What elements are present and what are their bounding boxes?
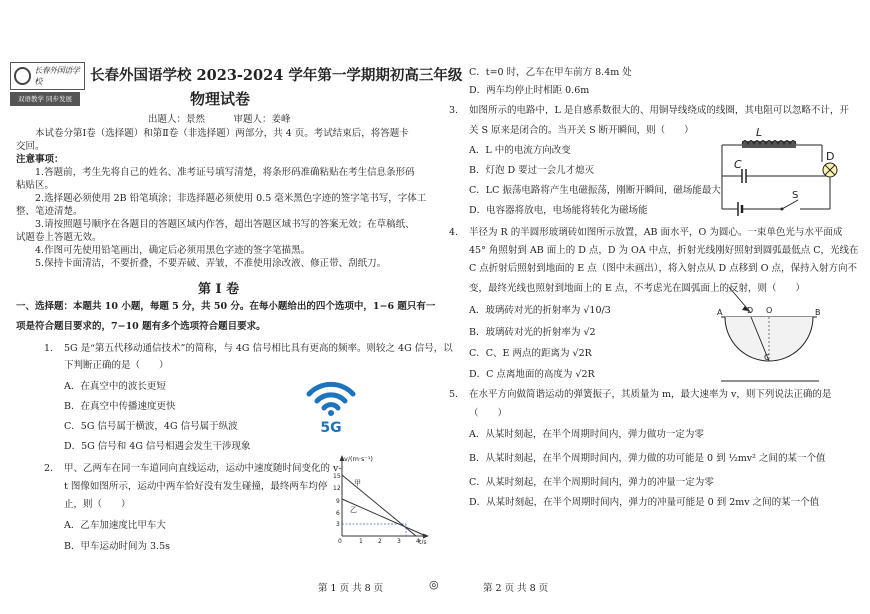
vt-x-tick: 2 <box>378 538 382 544</box>
q4-option-a: A．玻璃砖对光的折射率为 √10/3 <box>469 305 611 316</box>
q3-option-a: A．L 中的电流方向改变 <box>469 145 571 156</box>
circuit-label: D <box>826 150 835 163</box>
exam-authors: 出题人：景然 审题人：姜峰 <box>148 114 291 125</box>
section-title: 第 Ⅰ 卷 <box>198 282 240 297</box>
school-seal-icon <box>14 67 31 85</box>
q3-option-d: D．电容器将放电，电场能将转化为磁场能 <box>469 205 648 216</box>
q5-option-d: D．从某时刻起，在半个周期时间内，弹力的冲量可能是 0 到 2mv 之间的某一个值 <box>469 497 820 508</box>
q3-number: 3. <box>449 105 459 116</box>
semicircle-label: A <box>717 308 723 317</box>
q2-option-b: B．甲车运动时间为 3.5s <box>64 541 170 552</box>
note-line: 2.选择题必须使用 2B 铅笔填涂；非选择题必须使用 0.5 毫米黑色字迹的签字笔书写，字体工 <box>35 193 427 204</box>
q2-stem: t 图像如图所示，运动中两车恰好没有发生碰撞，最终两车均停 <box>64 481 328 492</box>
q2-option-c: C．t=0 时，乙车在甲车前方 8.4m 处 <box>469 67 632 78</box>
semicircle-diagram <box>715 285 825 385</box>
q4-option-c: C．C、E 两点的距离为 √2R <box>469 348 592 359</box>
q1-option-d: D．5G 信号和 4G 信号相遇会发生干涉现象 <box>64 441 251 452</box>
vt-line-label: 甲 <box>354 479 361 487</box>
q1-option-a: A．在真空中的波长更短 <box>64 381 166 392</box>
q4-option-d: D．C 点离地面的高度为 √2R <box>469 369 595 380</box>
note-line: 试题卷上答题无效。 <box>16 232 102 243</box>
q5-option-b: B．从某时刻起，在半个周期时间内，弹力做的功可能是 0 到 ½mv² 之间的某一个值 <box>469 453 826 464</box>
circuit-diagram <box>720 124 840 216</box>
note-line: 1.答题前，考生先将自己的姓名、准考证号填写清楚，将条形码准确粘贴在考生信息条形码 <box>35 167 415 178</box>
note-line: 粘贴区。 <box>16 180 55 191</box>
vt-x-tick: 3 <box>397 538 401 544</box>
q2-stem: 甲、乙两车在同一车道同向直线运动，运动中速度随时间变化的 v- <box>64 463 342 474</box>
q1-stem: 5G 是“第五代移动通信技术”的简称，与 4G 信号相比具有更高的频率。则较之 4G 信号，以 <box>64 343 453 354</box>
semicircle-label: C <box>764 353 770 362</box>
wifi-5g-label: 5G <box>320 420 342 436</box>
semicircle-label: O <box>766 306 773 315</box>
q3-stem: 如图所示的电路中，L 是自感系数很大的、用铜导线绕成的线圈，其电阻可以忽略不计，开 <box>469 105 849 116</box>
note-line: 4.作图可先使用铅笔画出，确定后必须用黑色字迹的签字笔描黑。 <box>35 245 311 256</box>
notes-title: 注意事项： <box>16 154 64 165</box>
circuit-label: S <box>792 190 799 201</box>
q5-stem: 在水平方向做简谐运动的弹簧振子，其质量为 m，最大速率为 v，则下列说法正确的是 <box>469 389 832 400</box>
q4-option-b: B．玻璃砖对光的折射率为 √2 <box>469 327 596 338</box>
center-mark: ◎ <box>429 578 439 591</box>
q5-option-c: C．从某时刻起，在半个周期时间内，弹力的冲量一定为零 <box>469 477 714 488</box>
q5-stem: （ ） <box>469 408 508 419</box>
q3-stem: 关 S 原来是闭合的。当开关 S 断开瞬间，则（ ） <box>469 125 694 136</box>
circuit-label: C <box>734 158 742 171</box>
school-logo-script: 长春外国语学校 <box>34 66 80 86</box>
vt-y-tick: 9 <box>336 498 340 505</box>
vt-x-tick: 4 <box>416 538 420 544</box>
q4-stem: 45° 角照射到 AB 面上的 D 点，D 为 OA 中点，折射光线刚好照射到圆弧最低点 C，光线在 <box>469 245 859 256</box>
note-line: 5.保持卡面清洁，不要折叠，不要弄破、弄皱，不准使用涂改液、修正带、刮纸刀。 <box>35 258 387 269</box>
q2-stem: 止，则（ ） <box>64 499 131 510</box>
school-logo-tagline: 双语教学 同步发展 <box>10 92 80 106</box>
q2-number: 2. <box>44 463 54 474</box>
choice-intro-2: 项是符合题目要求的，7−10 题有多个选项符合题目要求。 <box>16 321 266 332</box>
intro-line-1: 本试卷分第Ⅰ卷（选择题）和第Ⅱ卷（非选择题）两部分，共 4 页。考试结束后，将答题卡 <box>35 128 409 139</box>
right-page <box>435 0 870 614</box>
q1-stem: 下判断正确的是（ ） <box>64 360 169 371</box>
circuit-label: L <box>756 126 763 139</box>
exam-subtitle: 物理试卷 <box>190 90 251 108</box>
choice-intro-1: 一、选择题：本题共 10 小题，每题 5 分，共 50 分。在每小题给出的四个选项中，1−6 题只有一 <box>16 301 436 312</box>
q2-option-d: D．两车均停止时相距 0.6m <box>469 85 590 96</box>
intro-line-2: 交回。 <box>16 141 45 152</box>
q5-number: 5. <box>449 389 459 400</box>
q4-number: 4. <box>449 227 459 238</box>
semicircle-label: D <box>747 306 754 315</box>
q3-option-c: C．LC 振荡电路将产生电磁振荡，刚断开瞬间，磁场能最大 <box>469 185 721 196</box>
vt-x-tick: 0 <box>338 538 342 544</box>
vt-graph <box>320 452 432 544</box>
page-footer-right: 第 2 页 共 8 页 <box>483 583 549 594</box>
q2-option-a: A．乙车加速度比甲车大 <box>64 520 166 531</box>
wifi-5g-icon <box>303 376 359 436</box>
school-logo <box>10 62 85 90</box>
q1-number: 1. <box>44 343 54 354</box>
vt-x-axis-label: t/s <box>419 539 427 544</box>
vt-y-tick: 12 <box>333 485 341 492</box>
q4-stem: 半径为 R 的半圆形玻璃砖如图所示放置，AB 面水平，O 为圆心。一束单色光与水平面成 <box>469 227 843 238</box>
q5-option-a: A．从某时刻起，在半个周期时间内，弹力做功一定为零 <box>469 429 704 440</box>
vt-y-tick: 15 <box>333 473 341 480</box>
vt-line-yi <box>342 499 426 536</box>
note-line: 整、笔迹清楚。 <box>16 206 83 217</box>
vt-line-label: 乙 <box>350 506 357 514</box>
q4-stem: C 点折射后照射到地面的 E 点（图中未画出），将入射点从 D 点移到 O 点，保持入射方向不 <box>469 263 857 274</box>
q4-stem: 变，最终光线也照射到地面上的 E 点，不考虑光在圆弧面上的反射，则（ ） <box>469 283 805 294</box>
note-line: 3.请按照题号顺序在各题目的答题区域内作答，超出答题区域书写的答案无效；在草稿纸、 <box>35 219 415 230</box>
vt-y-axis-label: v/(m·s⁻¹) <box>344 455 373 463</box>
page-footer-left: 第 1 页 共 8 页 <box>318 583 384 594</box>
semicircle-label: B <box>815 308 821 317</box>
q1-option-c: C．5G 信号属于横波，4G 信号属于纵波 <box>64 421 238 432</box>
vt-y-tick: 6 <box>336 510 340 517</box>
exam-title: 长春外国语学校 2023-2024 学年第一学期期初高三年级 <box>90 67 463 84</box>
q1-option-b: B．在真空中传播速度更快 <box>64 401 176 412</box>
vt-x-tick: 1 <box>359 538 363 544</box>
q3-option-b: B．灯泡 D 要过一会儿才熄灭 <box>469 165 595 176</box>
vt-y-tick: 3 <box>336 521 340 528</box>
